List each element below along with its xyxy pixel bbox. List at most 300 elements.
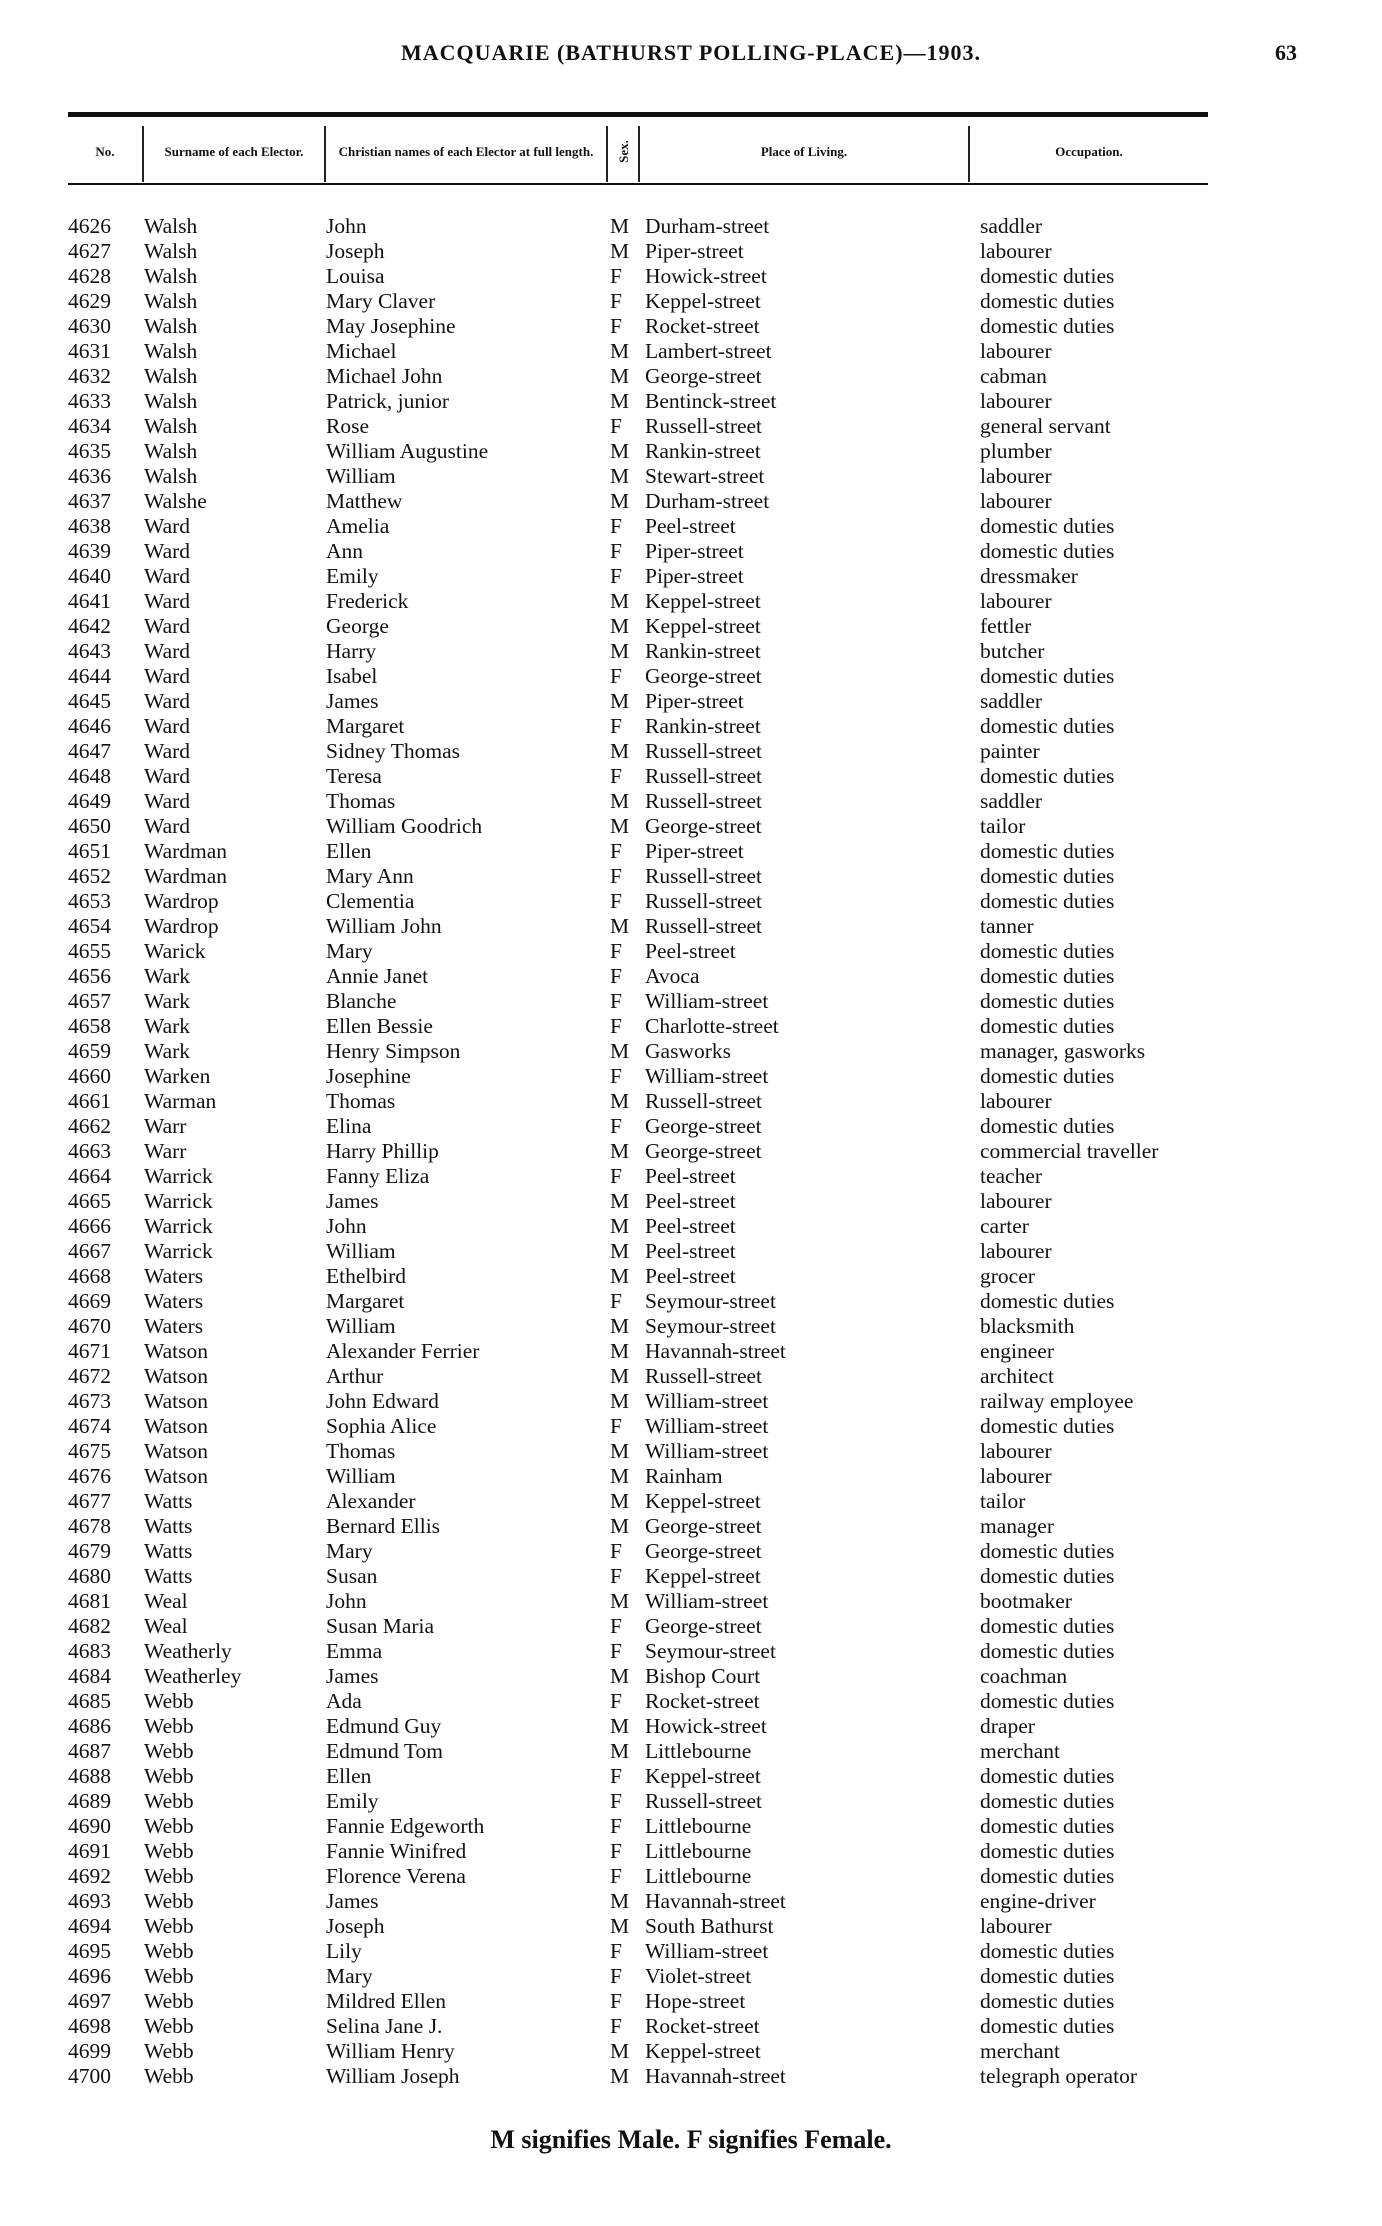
surname-cell: Walsh — [144, 364, 198, 388]
christian-names-cell: Arthur — [326, 1364, 384, 1388]
place-of-living-cell: Littlebourne — [645, 1864, 752, 1888]
occupation-cell: domestic duties — [980, 1414, 1115, 1438]
table-row — [0, 1639, 1382, 1664]
table-row — [0, 764, 1382, 789]
surname-cell: Warken — [144, 1064, 211, 1088]
christian-names-cell: Ellen — [326, 839, 372, 863]
table-row — [0, 1364, 1382, 1389]
occupation-cell: bootmaker — [980, 1589, 1072, 1613]
place-of-living-cell: William-street — [645, 1389, 769, 1413]
sex-cell: F — [610, 664, 622, 688]
surname-cell: Ward — [144, 614, 191, 638]
sex-cell: M — [610, 2064, 630, 2088]
elector-number-cell: 4632 — [68, 364, 111, 388]
sex-cell: F — [610, 1939, 622, 1963]
elector-number-cell: 4631 — [68, 339, 111, 363]
place-of-living-cell: Gasworks — [645, 1039, 731, 1063]
sex-cell: F — [610, 1614, 622, 1638]
sex-cell: M — [610, 1464, 630, 1488]
occupation-cell: carter — [980, 1214, 1029, 1238]
christian-names-cell: Edmund Tom — [326, 1739, 443, 1763]
occupation-cell: labourer — [980, 389, 1052, 413]
table-row — [0, 1289, 1382, 1314]
place-of-living-cell: Peel-street — [645, 939, 736, 963]
christian-names-cell: Elina — [326, 1114, 372, 1138]
christian-names-cell: John Edward — [326, 1389, 439, 1413]
elector-number-cell: 4693 — [68, 1889, 111, 1913]
elector-number-cell: 4628 — [68, 264, 111, 288]
occupation-cell: labourer — [980, 1189, 1052, 1213]
table-row — [0, 864, 1382, 889]
place-of-living-cell: Lambert-street — [645, 339, 772, 363]
christian-names-cell: Clementia — [326, 889, 415, 913]
surname-cell: Weatherly — [144, 1639, 232, 1663]
christian-names-cell: Emily — [326, 564, 379, 588]
table-row — [0, 564, 1382, 589]
sex-cell: M — [610, 1914, 630, 1938]
table-row — [0, 1964, 1382, 1989]
elector-number-cell: 4683 — [68, 1639, 111, 1663]
occupation-cell: labourer — [980, 1464, 1052, 1488]
place-of-living-cell: Rainham — [645, 1464, 723, 1488]
sex-cell: F — [610, 1564, 622, 1588]
surname-cell: Webb — [144, 2014, 194, 2038]
occupation-cell: grocer — [980, 1264, 1035, 1288]
column-header-sex-label: Sex. — [615, 139, 631, 163]
christian-names-cell: William Augustine — [326, 439, 489, 463]
surname-cell: Webb — [144, 2039, 194, 2063]
table-row — [0, 289, 1382, 314]
sex-cell: M — [610, 1264, 630, 1288]
surname-cell: Webb — [144, 1839, 194, 1863]
table-row — [0, 1439, 1382, 1464]
christian-names-cell: Ellen Bessie — [326, 1014, 433, 1038]
surname-cell: Walsh — [144, 289, 198, 313]
christian-names-cell: Ellen — [326, 1764, 372, 1788]
surname-cell: Walsh — [144, 339, 198, 363]
place-of-living-cell: Rocket-street — [645, 2014, 760, 2038]
surname-cell: Wark — [144, 1039, 191, 1063]
table-row — [0, 1339, 1382, 1364]
table-row — [0, 1214, 1382, 1239]
table-row — [0, 914, 1382, 939]
christian-names-cell: Matthew — [326, 489, 403, 513]
occupation-cell: domestic duties — [980, 264, 1115, 288]
christian-names-cell: James — [326, 1189, 379, 1213]
elector-number-cell: 4656 — [68, 964, 111, 988]
occupation-cell: butcher — [980, 639, 1045, 663]
table-row — [0, 639, 1382, 664]
elector-number-cell: 4655 — [68, 939, 111, 963]
table-row — [0, 2014, 1382, 2039]
sex-cell: F — [610, 1014, 622, 1038]
elector-number-cell: 4686 — [68, 1714, 111, 1738]
elector-number-cell: 4667 — [68, 1239, 111, 1263]
sex-cell: F — [610, 1414, 622, 1438]
table-row — [0, 539, 1382, 564]
surname-cell: Walsh — [144, 214, 198, 238]
sex-cell: F — [610, 1764, 622, 1788]
elector-number-cell: 4695 — [68, 1939, 111, 1963]
occupation-cell: domestic duties — [980, 989, 1115, 1013]
place-of-living-cell: Peel-street — [645, 1264, 736, 1288]
table-row — [0, 1389, 1382, 1414]
table-row — [0, 1314, 1382, 1339]
sex-legend-footer: M signifies Male. F signifies Female. — [490, 2125, 892, 2154]
sex-cell: M — [610, 1439, 630, 1463]
sex-cell: M — [610, 639, 630, 663]
place-of-living-cell: Littlebourne — [645, 1839, 752, 1863]
table-row — [0, 1489, 1382, 1514]
christian-names-cell: William — [326, 1464, 396, 1488]
table-row — [0, 314, 1382, 339]
christian-names-cell: Florence Verena — [326, 1864, 466, 1888]
christian-names-cell: Thomas — [326, 789, 396, 813]
table-row — [0, 439, 1382, 464]
place-of-living-cell: Russell-street — [645, 1089, 763, 1113]
sex-cell: M — [610, 739, 630, 763]
place-of-living-cell: Rankin-street — [645, 439, 761, 463]
place-of-living-cell: Keppel-street — [645, 589, 761, 613]
header-rule-top — [68, 112, 1208, 117]
place-of-living-cell: Avoca — [645, 964, 700, 988]
surname-cell: Walsh — [144, 314, 198, 338]
surname-cell: Ward — [144, 689, 191, 713]
table-row — [0, 814, 1382, 839]
table-row — [0, 514, 1382, 539]
surname-cell: Walsh — [144, 439, 198, 463]
elector-number-cell: 4653 — [68, 889, 111, 913]
christian-names-cell: Ada — [326, 1689, 362, 1713]
surname-cell: Walsh — [144, 464, 198, 488]
surname-cell: Webb — [144, 1889, 194, 1913]
place-of-living-cell: Keppel-street — [645, 289, 761, 313]
elector-number-cell: 4659 — [68, 1039, 111, 1063]
table-row — [0, 1139, 1382, 1164]
occupation-cell: domestic duties — [980, 939, 1115, 963]
elector-number-cell: 4634 — [68, 414, 111, 438]
place-of-living-cell: Keppel-street — [645, 1564, 761, 1588]
occupation-cell: labourer — [980, 1089, 1052, 1113]
table-row — [0, 964, 1382, 989]
occupation-cell: blacksmith — [980, 1314, 1075, 1338]
occupation-cell: domestic duties — [980, 1939, 1115, 1963]
electoral-roll-table — [0, 214, 1382, 2089]
elector-number-cell: 4652 — [68, 864, 111, 888]
elector-number-cell: 4630 — [68, 314, 111, 338]
occupation-cell: domestic duties — [980, 2014, 1115, 2038]
column-header-sex — [608, 120, 638, 182]
place-of-living-cell: Littlebourne — [645, 1814, 752, 1838]
surname-cell: Webb — [144, 1814, 194, 1838]
elector-number-cell: 4633 — [68, 389, 111, 413]
surname-cell: Webb — [144, 1939, 194, 1963]
sex-cell: F — [610, 1989, 622, 2013]
occupation-cell: domestic duties — [980, 1964, 1115, 1988]
sex-cell: F — [610, 414, 622, 438]
surname-cell: Watts — [144, 1514, 193, 1538]
place-of-living-cell: William-street — [645, 1414, 769, 1438]
occupation-cell: painter — [980, 739, 1040, 763]
table-row — [0, 2039, 1382, 2064]
table-row — [0, 1864, 1382, 1889]
place-of-living-cell: Littlebourne — [645, 1739, 752, 1763]
occupation-cell: domestic duties — [980, 714, 1115, 738]
surname-cell: Ward — [144, 639, 191, 663]
surname-cell: Webb — [144, 2064, 194, 2088]
place-of-living-cell: William-street — [645, 1589, 769, 1613]
christian-names-cell: Harry Phillip — [326, 1139, 439, 1163]
occupation-cell: fettler — [980, 614, 1032, 638]
christian-names-cell: George — [326, 614, 389, 638]
sex-cell: F — [610, 264, 622, 288]
place-of-living-cell: Rankin-street — [645, 714, 761, 738]
elector-number-cell: 4692 — [68, 1864, 111, 1888]
table-row — [0, 1564, 1382, 1589]
table-row — [0, 1239, 1382, 1264]
occupation-cell: telegraph operator — [980, 2064, 1137, 2088]
elector-number-cell: 4684 — [68, 1664, 111, 1688]
elector-number-cell: 4637 — [68, 489, 111, 513]
sex-cell: M — [610, 1339, 630, 1363]
surname-cell: Watson — [144, 1464, 208, 1488]
table-row — [0, 1089, 1382, 1114]
table-row — [0, 664, 1382, 689]
occupation-cell: merchant — [980, 1739, 1060, 1763]
sex-cell: M — [610, 1239, 630, 1263]
sex-cell: M — [610, 914, 630, 938]
place-of-living-cell: Seymour-street — [645, 1314, 776, 1338]
table-row — [0, 689, 1382, 714]
occupation-cell: domestic duties — [980, 1864, 1115, 1888]
sex-cell: F — [610, 989, 622, 1013]
occupation-cell: labourer — [980, 1439, 1052, 1463]
christian-names-cell: William — [326, 1314, 396, 1338]
occupation-cell: domestic duties — [980, 1539, 1115, 1563]
place-of-living-cell: George-street — [645, 1139, 762, 1163]
christian-names-cell: Susan — [326, 1564, 378, 1588]
elector-number-cell: 4678 — [68, 1514, 111, 1538]
occupation-cell: domestic duties — [980, 1289, 1115, 1313]
occupation-cell: tailor — [980, 814, 1026, 838]
place-of-living-cell: Peel-street — [645, 514, 736, 538]
occupation-cell: labourer — [980, 1914, 1052, 1938]
occupation-cell: architect — [980, 1364, 1055, 1388]
elector-number-cell: 4635 — [68, 439, 111, 463]
elector-number-cell: 4689 — [68, 1789, 111, 1813]
christian-names-cell: Isabel — [326, 664, 378, 688]
table-row — [0, 1514, 1382, 1539]
sex-cell: M — [610, 1889, 630, 1913]
place-of-living-cell: Russell-street — [645, 914, 763, 938]
occupation-cell: saddler — [980, 214, 1043, 238]
occupation-cell: tanner — [980, 914, 1034, 938]
occupation-cell: labourer — [980, 339, 1052, 363]
table-row — [0, 239, 1382, 264]
christian-names-cell: Emily — [326, 1789, 379, 1813]
sex-cell: F — [610, 1864, 622, 1888]
sex-cell: M — [610, 1664, 630, 1688]
occupation-cell: domestic duties — [980, 1564, 1115, 1588]
place-of-living-cell: Peel-street — [645, 1239, 736, 1263]
sex-cell: F — [610, 764, 622, 788]
surname-cell: Webb — [144, 1739, 194, 1763]
christian-names-cell: May Josephine — [326, 314, 456, 338]
christian-names-cell: James — [326, 1889, 379, 1913]
elector-number-cell: 4673 — [68, 1389, 111, 1413]
sex-cell: M — [610, 239, 630, 263]
surname-cell: Webb — [144, 1689, 194, 1713]
surname-cell: Ward — [144, 789, 191, 813]
elector-number-cell: 4636 — [68, 464, 111, 488]
elector-number-cell: 4639 — [68, 539, 111, 563]
surname-cell: Wardman — [144, 864, 228, 888]
elector-number-cell: 4681 — [68, 1589, 111, 1613]
elector-number-cell: 4679 — [68, 1539, 111, 1563]
elector-number-cell: 4665 — [68, 1189, 111, 1213]
elector-number-cell: 4643 — [68, 639, 111, 663]
occupation-cell: domestic duties — [980, 1839, 1115, 1863]
occupation-cell: domestic duties — [980, 289, 1115, 313]
christian-names-cell: John — [326, 1589, 367, 1613]
christian-names-cell: Annie Janet — [326, 964, 429, 988]
sex-cell: M — [610, 1714, 630, 1738]
elector-number-cell: 4646 — [68, 714, 111, 738]
sex-cell: M — [610, 1089, 630, 1113]
elector-number-cell: 4671 — [68, 1339, 111, 1363]
occupation-cell: commercial traveller — [980, 1139, 1159, 1163]
elector-number-cell: 4648 — [68, 764, 111, 788]
place-of-living-cell: George-street — [645, 814, 762, 838]
occupation-cell: domestic duties — [980, 1689, 1115, 1713]
occupation-cell: domestic duties — [980, 964, 1115, 988]
elector-number-cell: 4640 — [68, 564, 111, 588]
occupation-cell: teacher — [980, 1164, 1043, 1188]
surname-cell: Webb — [144, 1989, 194, 2013]
table-row — [0, 1714, 1382, 1739]
place-of-living-cell: William-street — [645, 989, 769, 1013]
place-of-living-cell: Russell-street — [645, 1364, 763, 1388]
sex-cell: M — [610, 339, 630, 363]
christian-names-cell: James — [326, 689, 379, 713]
christian-names-cell: Michael — [326, 339, 397, 363]
christian-names-cell: Sophia Alice — [326, 1414, 437, 1438]
occupation-cell: domestic duties — [980, 1789, 1115, 1813]
surname-cell: Ward — [144, 739, 191, 763]
sex-cell: F — [610, 889, 622, 913]
christian-names-cell: John — [326, 214, 367, 238]
sex-cell: M — [610, 689, 630, 713]
elector-number-cell: 4638 — [68, 514, 111, 538]
place-of-living-cell: William-street — [645, 1439, 769, 1463]
elector-number-cell: 4700 — [68, 2064, 111, 2088]
elector-number-cell: 4674 — [68, 1414, 111, 1438]
table-row — [0, 1789, 1382, 1814]
elector-number-cell: 4688 — [68, 1764, 111, 1788]
christian-names-cell: Edmund Guy — [326, 1714, 442, 1738]
elector-number-cell: 4662 — [68, 1114, 111, 1138]
surname-cell: Ward — [144, 764, 191, 788]
surname-cell: Wark — [144, 1014, 191, 1038]
sex-cell: F — [610, 1839, 622, 1863]
occupation-cell: labourer — [980, 464, 1052, 488]
surname-cell: Ward — [144, 539, 191, 563]
table-row — [0, 1189, 1382, 1214]
elector-number-cell: 4666 — [68, 1214, 111, 1238]
elector-number-cell: 4645 — [68, 689, 111, 713]
place-of-living-cell: Durham-street — [645, 214, 770, 238]
place-of-living-cell: Keppel-street — [645, 2039, 761, 2063]
surname-cell: Ward — [144, 514, 191, 538]
table-row — [0, 1939, 1382, 1964]
place-of-living-cell: South Bathurst — [645, 1914, 774, 1938]
elector-number-cell: 4690 — [68, 1814, 111, 1838]
place-of-living-cell: Howick-street — [645, 1714, 767, 1738]
surname-cell: Weal — [144, 1589, 188, 1613]
place-of-living-cell: George-street — [645, 664, 762, 688]
christian-names-cell: Josephine — [326, 1064, 411, 1088]
occupation-cell: domestic duties — [980, 664, 1115, 688]
page-header — [0, 40, 1382, 80]
table-row — [0, 1264, 1382, 1289]
surname-cell: Watts — [144, 1489, 193, 1513]
occupation-cell: domestic duties — [980, 1114, 1115, 1138]
place-of-living-cell: Russell-street — [645, 889, 763, 913]
christian-names-cell: Mary — [326, 939, 373, 963]
sex-cell: F — [610, 539, 622, 563]
sex-cell: F — [610, 1789, 622, 1813]
sex-cell: M — [610, 1514, 630, 1538]
sex-cell: F — [610, 1814, 622, 1838]
table-row — [0, 1114, 1382, 1139]
surname-cell: Wark — [144, 964, 191, 988]
christian-names-cell: Mary Claver — [326, 289, 436, 313]
surname-cell: Warrick — [144, 1164, 213, 1188]
christian-names-cell: Ethelbird — [326, 1264, 407, 1288]
sex-cell: F — [610, 1639, 622, 1663]
occupation-cell: domestic duties — [980, 1989, 1115, 2013]
table-row — [0, 1839, 1382, 1864]
place-of-living-cell: Russell-street — [645, 739, 763, 763]
surname-cell: Ward — [144, 589, 191, 613]
occupation-cell: engineer — [980, 1339, 1055, 1363]
sex-cell: M — [610, 389, 630, 413]
sex-cell: F — [610, 939, 622, 963]
sex-cell: M — [610, 1489, 630, 1513]
occupation-cell: coachman — [980, 1664, 1068, 1688]
christian-names-cell: Mary — [326, 1539, 373, 1563]
table-row — [0, 1589, 1382, 1614]
christian-names-cell: John — [326, 1214, 367, 1238]
column-headers — [68, 120, 1208, 182]
surname-cell: Warr — [144, 1114, 187, 1138]
surname-cell: Warrick — [144, 1214, 213, 1238]
table-row — [0, 1814, 1382, 1839]
surname-cell: Ward — [144, 814, 191, 838]
occupation-cell: domestic duties — [980, 839, 1115, 863]
christian-names-cell: Thomas — [326, 1439, 396, 1463]
surname-cell: Watson — [144, 1364, 208, 1388]
sex-cell: M — [610, 364, 630, 388]
table-row — [0, 1989, 1382, 2014]
christian-names-cell: Frederick — [326, 589, 409, 613]
sex-cell: M — [610, 489, 630, 513]
elector-number-cell: 4650 — [68, 814, 111, 838]
surname-cell: Wardrop — [144, 914, 219, 938]
christian-names-cell: Thomas — [326, 1089, 396, 1113]
table-row — [0, 889, 1382, 914]
elector-number-cell: 4672 — [68, 1364, 111, 1388]
